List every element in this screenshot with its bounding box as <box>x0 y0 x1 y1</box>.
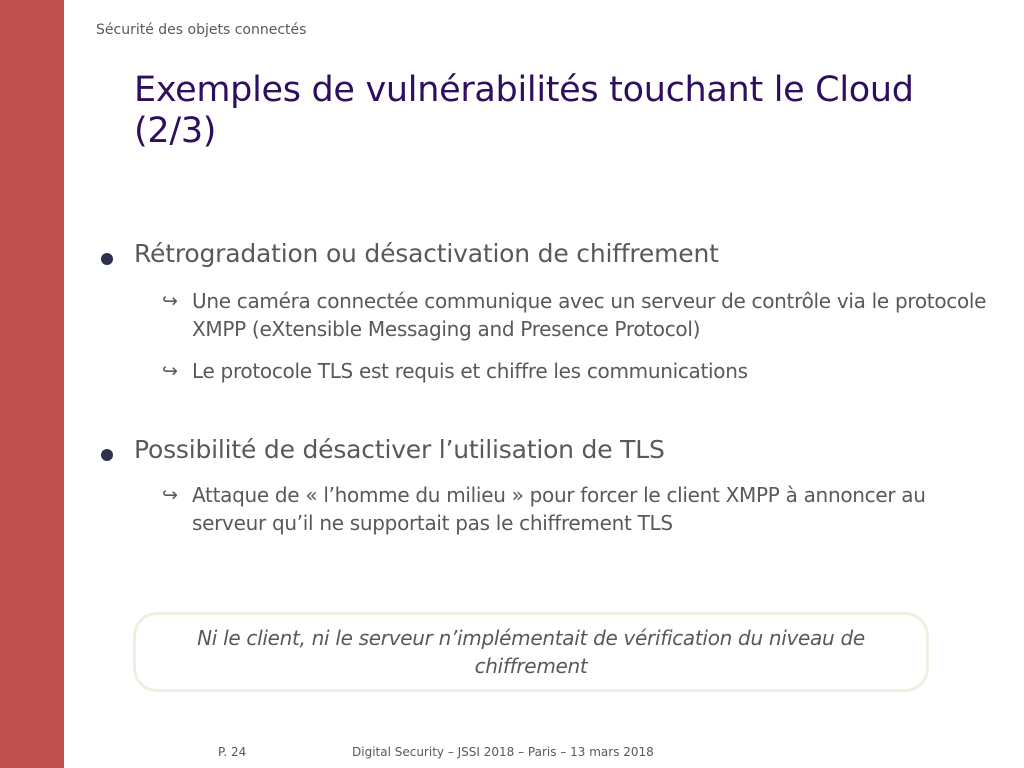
sub-arrow-icon: ↪ <box>162 360 178 382</box>
bullet-text: Possibilité de désactiver l’utilisation de TLS <box>134 435 665 464</box>
sub-bullet-text: Le protocole TLS est requis et chiffre les communications <box>192 359 748 383</box>
sub-arrow-icon: ↪ <box>162 484 178 506</box>
callout-box <box>133 612 929 692</box>
bullet-dot-icon <box>101 449 113 461</box>
sub-arrow-icon: ↪ <box>162 290 178 312</box>
presentation-header: Sécurité des objets connectés <box>96 22 307 38</box>
slide-title: Exemples de vulnérabilités touchant le Cloud (2/3) <box>134 70 914 151</box>
callout-text: Ni le client, ni le serveur n’implémentait de vérification du niveau de chiffrement <box>197 626 865 678</box>
bullet-text: Rétrogradation ou désactivation de chiffrement <box>134 239 719 268</box>
footer-event-text: Digital Security – JSSI 2018 – Paris – 13 mars 2018 <box>352 745 654 759</box>
sub-bullet-text: Attaque de « l’homme du milieu » pour forcer le client XMPP à annoncer au serveur qu’il ne supportait pas le chiffrement TLS <box>192 483 926 535</box>
accent-sidebar-bar <box>0 0 64 768</box>
page-number: P. 24 <box>218 745 247 759</box>
bullet-dot-icon <box>101 253 113 265</box>
sub-bullet-text: Une caméra connectée communique avec un serveur de contrôle via le protocole XMPP (eXtensible Messaging and Presence Protocol) <box>192 289 987 341</box>
